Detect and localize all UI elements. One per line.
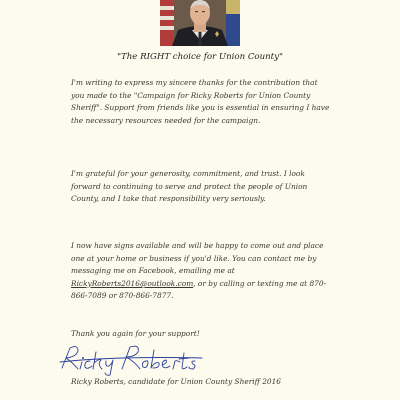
paragraph-contact-text-2: , or by calling or texting me at 870-866-7089 or 870-866-7877. bbox=[71, 278, 327, 301]
signature-name: Ricky Roberts, candidate for Union County Sheriff 2016 bbox=[71, 377, 281, 386]
closing-line: Thank you again for your support! bbox=[71, 329, 200, 338]
email-link[interactable]: RickyRoberts2016@outlook.com bbox=[71, 278, 194, 288]
paragraph-gratitude: I'm grateful for your generosity, commitment, and trust. I look forward to continuing to serve and protect the people of Union County, and I take that responsibility very seriously. bbox=[71, 169, 308, 204]
paragraph-thanks: I'm writing to express my sincere thanks for the contribution that you made to the "Campaign for Ricky Roberts for Union County Sheriff". Support from friends like you is essential in ensuring I have the necessary resources needed for the campaign. bbox=[71, 78, 330, 125]
campaign-tagline: "The RIGHT choice for Union County" bbox=[117, 52, 283, 62]
paragraph-contact-text-1: I now have signs available and will be happy to come out and place one at your home or business if you'd like. You can contact me by messaging me on Facebook, emailing me at bbox=[71, 241, 324, 276]
candidate-photo bbox=[160, 0, 240, 46]
handwritten-signature bbox=[56, 342, 206, 376]
paragraph-contact bbox=[71, 240, 333, 303]
